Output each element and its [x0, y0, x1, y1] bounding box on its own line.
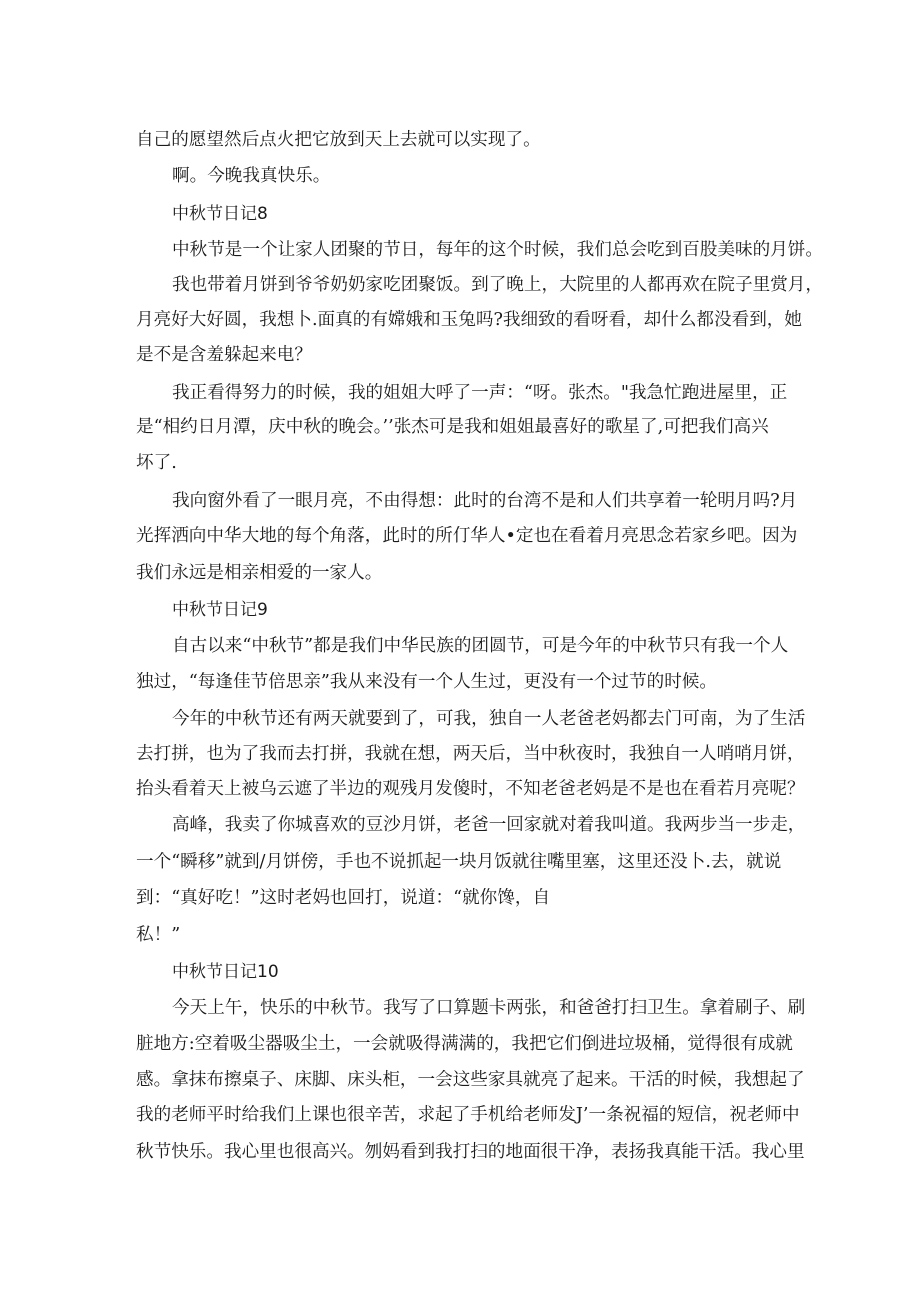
text-line: 今天上午，快乐的中秋节。我写了口算题卡两张，和爸爸打扫卫生。拿着刷子、刷 — [172, 998, 806, 1018]
section-heading: 中秋节日记10 — [172, 962, 279, 982]
text-line: 坏了. — [136, 453, 177, 473]
text-line: 自古以来“中秋节”都是我们中华民族的团圆节，可是今年的中秋节只有我一个人 — [172, 636, 789, 656]
text-line: 我们永远是相亲相爱的一家人。 — [136, 563, 383, 583]
text-line: 是“相约日月潭，庆中秋的晚会。’’张杰可是我和姐姐最喜好的歌星了,可把我们高兴 — [136, 417, 769, 437]
text-line: 我也带着月饼到爷爷奶奶家吃团聚饭。到了晚上，大院里的人都再欢在院子里赏月， — [172, 275, 823, 295]
text-line: 到：“真好吃！”这时老妈也回打，说道：“就你馋，自 — [136, 888, 551, 908]
text-line: 我正看得努力的时候，我的姐姐大呼了一声：“呀。张杰。"我急忙跑进屋里，正 — [172, 383, 788, 403]
text-line: 独过，“每逢佳节倍思亲”我从来没有一个人生过，更没有一个过节的时候。 — [136, 672, 717, 692]
section-heading: 中秋节日记8 — [172, 204, 268, 224]
text-line: 一个“瞬移”就到/月饼傍，手也不说抓起一块月饭就往嘴里塞，这里还没卜.去，就说 — [136, 852, 782, 872]
text-line: 高峰，我卖了你城喜欢的豆沙月饼，老爸一回家就对着我叫道。我两步当一步走， — [172, 815, 806, 835]
text-line: 抬头看着天上被乌云遮了半边的观残月发傻时，不知老爸老妈是不是也在看若月亮呢？ — [136, 779, 805, 799]
text-line: 去打拼，也为了我而去打拼，我就在想，两天后，当中秋夜时，我独自一人哨哨月饼， — [136, 744, 805, 764]
text-line: 是不是含羞躲起来电？ — [136, 345, 312, 365]
text-line: 私！” — [136, 925, 181, 945]
text-line: 我向窗外看了一眼月亮，不由得想：此时的台湾不是和人们共享着一轮明月吗?月 — [172, 491, 798, 511]
text-line: 光挥洒向中华大地的每个角落，此时的所仃华人•定也在看着月亮思念若家乡吧。因为 — [136, 526, 798, 546]
text-line: 感。拿抹布擦桌子、床脚、床头柜，一会这些家具就亮了起来。干活的时候，我想起了 — [136, 1070, 805, 1090]
text-line: 自己的愿望然后点火把它放到天上去就可以实现了。 — [136, 130, 541, 150]
text-line: 秋节快乐。我心里也很高兴。刎妈看到我打扫的地面很干净，表扬我真能干活。我心里 — [136, 1142, 805, 1162]
text-line: 脏地方:空着吸尘器吸尘土，一会就吸得满满的，我把它们倒进垃圾桶，觉得很有成就 — [136, 1034, 793, 1054]
section-heading: 中秋节日记9 — [172, 600, 268, 620]
text-line: 今年的中秋节还有两天就要到了，可我，独自一人老爸老妈都去门可南，为了生活 — [172, 709, 806, 729]
text-line: 月亮好大好圆，我想卜.面真的有嫦娥和玉兔吗?我细致的看呀看，却什么都没看到，她 — [136, 310, 802, 330]
text-line: 中秋节是一个让家人团聚的节日，每年的这个时候，我们总会吃到百股美味的月饼。 — [172, 240, 823, 260]
text-line: 啊。今晚我真快乐。 — [172, 166, 331, 186]
text-line: 我的老师平时给我们上课也很辛苦，求起了手机给老师发J’一条祝福的短信，祝老师中 — [136, 1105, 800, 1125]
